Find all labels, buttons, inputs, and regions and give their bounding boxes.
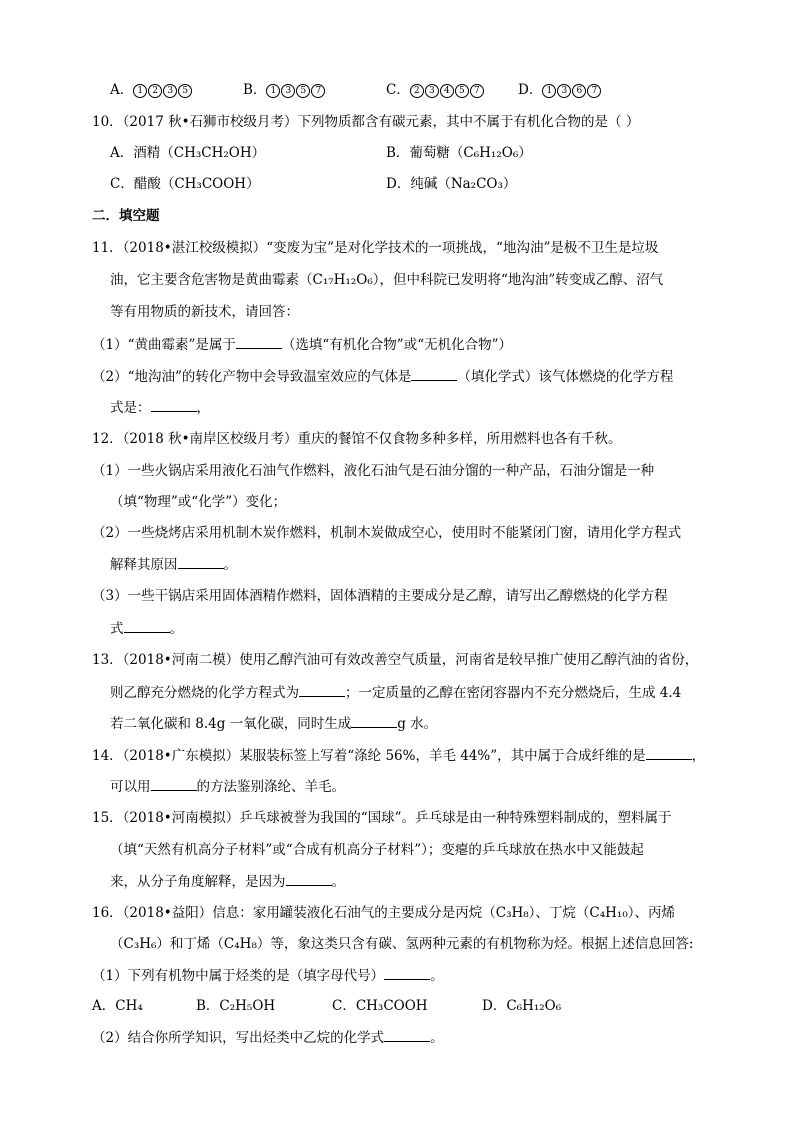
answer-blank[interactable]: [384, 1027, 430, 1042]
text-segment: ，: [691, 748, 706, 764]
answer-blank[interactable]: [384, 965, 430, 980]
q10-option-c: C．醋酸（CH₃COOH）: [110, 176, 260, 192]
q9-option-d: [518, 80, 602, 100]
answer-blank[interactable]: [151, 776, 197, 791]
text-segment: 。: [223, 557, 237, 573]
circled-number: 3: [163, 84, 177, 98]
answer-blank[interactable]: [299, 682, 345, 697]
q14-line-1: [92, 745, 705, 766]
q11-part-2-cont: [110, 397, 210, 418]
circled-number: 2: [148, 84, 162, 98]
text-segment: 若二氧化碳和 8.4g 一氧化碳，同时生成: [110, 716, 352, 732]
circled-number: 7: [311, 84, 325, 98]
text-segment: （1）“黄曲霉素”是属于: [92, 337, 236, 353]
q12-line-1: 12．（2018 秋•南岸区校级月考）重庆的餐馆不仅食物多种多样，所用燃料也各有千秋。: [92, 431, 622, 447]
q11-line-2: 油，它主要含危害物是黄曲霉素（C₁₇H₁₂O₆），但中科院已发明将“地沟油”转变成乙醇、沼气: [110, 272, 664, 288]
q10-stem: 10．（2017 秋•石狮市校级月考）下列物质都含有碳元素，其中不属于有机化合物的是（ ）: [92, 114, 640, 130]
q15-line-1: 15．（2018•河南模拟）乒乓球被誉为我国的“国球”。乒乓球是由一种特殊塑料制成的，塑料属于: [92, 810, 672, 826]
option-letter: B．: [243, 82, 267, 98]
circled-number: 4: [440, 84, 454, 98]
circled-number: 5: [296, 84, 310, 98]
circled-number: 3: [557, 84, 571, 98]
q13-line-1: 13．（2018•河南二模）使用乙醇汽油可有效改善空气质量，河南省是较早推广使用乙醇汽油的省份，: [92, 652, 699, 668]
q10-option-a: A．酒精（CH₃CH₂OH）: [110, 145, 266, 161]
q16-line-1: 16．（2018•益阳）信息：家用罐装液化石油气的主要成分是丙烷（C₃H₈）、丁烷（C₄H₁₀）、丙烯: [92, 905, 676, 921]
q15-line-3: [110, 871, 345, 892]
q11-part-1: [92, 334, 512, 355]
text-segment: 来，从分子角度解释，是因为: [110, 874, 286, 890]
text-segment: 14．（2018•广东模拟）某服装标签上写着“涤纶 56%，羊毛 44%”，其中属于合成纤维的是: [92, 748, 646, 764]
text-segment: g 水。: [397, 716, 438, 732]
q9-option-a: [110, 80, 193, 100]
text-segment: 。: [430, 1030, 444, 1046]
q16-part-1: [92, 965, 444, 986]
answer-blank[interactable]: [646, 745, 692, 760]
option-letter: D．: [518, 82, 543, 98]
answer-blank[interactable]: [236, 334, 282, 349]
circled-number: 1: [266, 84, 280, 98]
text-segment: 。: [430, 968, 444, 984]
text-segment: （1）下列有机物中属于烃类的是（填字母代号）: [92, 968, 385, 984]
q12-part-3: （3）一些干锅店采用固体酒精作燃料，固体酒精的主要成分是乙醇，请写出乙醇燃烧的化学方程: [92, 588, 668, 604]
text-segment: 。: [331, 874, 345, 890]
q15-line-2: （填“天然有机高分子材料”或“合成有机高分子材料”）；变瘪的乒乓球放在热水中又能鼓起: [110, 842, 644, 858]
answer-blank[interactable]: [124, 618, 170, 633]
circled-number: 3: [425, 84, 439, 98]
answer-blank[interactable]: [351, 713, 397, 728]
text-segment: 可以用: [110, 779, 151, 795]
q12-part-2: （2）一些烧烤店采用机制木炭作燃料，机制木炭做成空心，使用时不能紧闭门窗，请用化学方程式: [92, 525, 682, 541]
text-segment: （填化学式）该气体燃烧的化学方程: [457, 369, 674, 385]
q11-line-3: 等有用物质的新技术，请回答：: [110, 304, 299, 320]
q13-line-2: [110, 682, 681, 703]
text-segment: （2）结合你所学知识，写出烃类中乙烷的化学式: [92, 1030, 385, 1046]
circled-number: 6: [572, 84, 586, 98]
answer-blank[interactable]: [151, 397, 197, 412]
text-segment: ，: [196, 400, 210, 416]
section-title: 二．填空题: [92, 208, 160, 224]
q9-option-c: [386, 80, 485, 100]
q14-line-2: [110, 776, 345, 797]
answer-blank[interactable]: [286, 871, 332, 886]
text-segment: 。: [169, 621, 183, 637]
q16-option-d: D．C₆H₁₂O₆: [482, 998, 562, 1014]
q12-part-1-cont: （填“物理”或“化学”）变化；: [110, 494, 287, 510]
text-segment: （选填“有机化合物”或“无机化合物”）: [281, 337, 513, 353]
q16-option-a: A．CH₄: [92, 998, 143, 1014]
circled-number: 2: [410, 84, 424, 98]
q10-option-b: B．葡萄糖（C₆H₁₂O₆）: [386, 145, 532, 161]
circled-number: 5: [178, 84, 192, 98]
q10-option-d: D．纯碱（Na₂CO₃）: [386, 176, 517, 192]
text-segment: （2）“地沟油”的转化产物中会导致温室效应的气体是: [92, 369, 412, 385]
q16-line-2: （C₃H₆）和丁烯（C₄H₈）等，象这类只含有碳、氢两种元素的有机物称为烃。根据上述信息回答:: [110, 936, 694, 952]
circled-number: 1: [133, 84, 147, 98]
text-segment: 的方法鉴别涤纶、羊毛。: [196, 779, 345, 795]
text-segment: 式: [110, 621, 124, 637]
q11-line-1: 11．（2018•湛江校级模拟）“变废为宝”是对化学技术的一项挑战，“地沟油”是极不卫生是垃圾: [92, 240, 659, 256]
text-segment: ；一定质量的乙醇在密闭容器内不充分燃烧后，生成 4.4: [345, 685, 682, 701]
circled-number: 7: [587, 84, 601, 98]
q16-option-c: C．CH₃COOH: [332, 998, 428, 1014]
q16-part-2: [92, 1027, 444, 1048]
q9-option-b: [243, 80, 326, 100]
text-segment: 则乙醇充分燃烧的化学方程式为: [110, 685, 299, 701]
q12-part-3-cont: [110, 618, 183, 639]
text-segment: 式是：: [110, 400, 151, 416]
circled-number: 5: [455, 84, 469, 98]
text-segment: 解释其原因: [110, 557, 178, 573]
circled-number: 1: [542, 84, 556, 98]
q12-part-1: （1）一些火锅店采用液化石油气作燃料，液化石油气是石油分馏的一种产品，石油分馏是一种: [92, 463, 655, 479]
answer-blank[interactable]: [411, 366, 457, 381]
circled-number: 7: [470, 84, 484, 98]
q12-part-2-cont: [110, 554, 237, 575]
q16-option-b: B．C₂H₅OH: [196, 998, 276, 1014]
answer-blank[interactable]: [178, 554, 224, 569]
q13-line-3: [110, 713, 437, 734]
q11-part-2: [92, 366, 673, 387]
option-letter: C．: [386, 82, 410, 98]
circled-number: 3: [281, 84, 295, 98]
option-letter: A．: [110, 82, 134, 98]
